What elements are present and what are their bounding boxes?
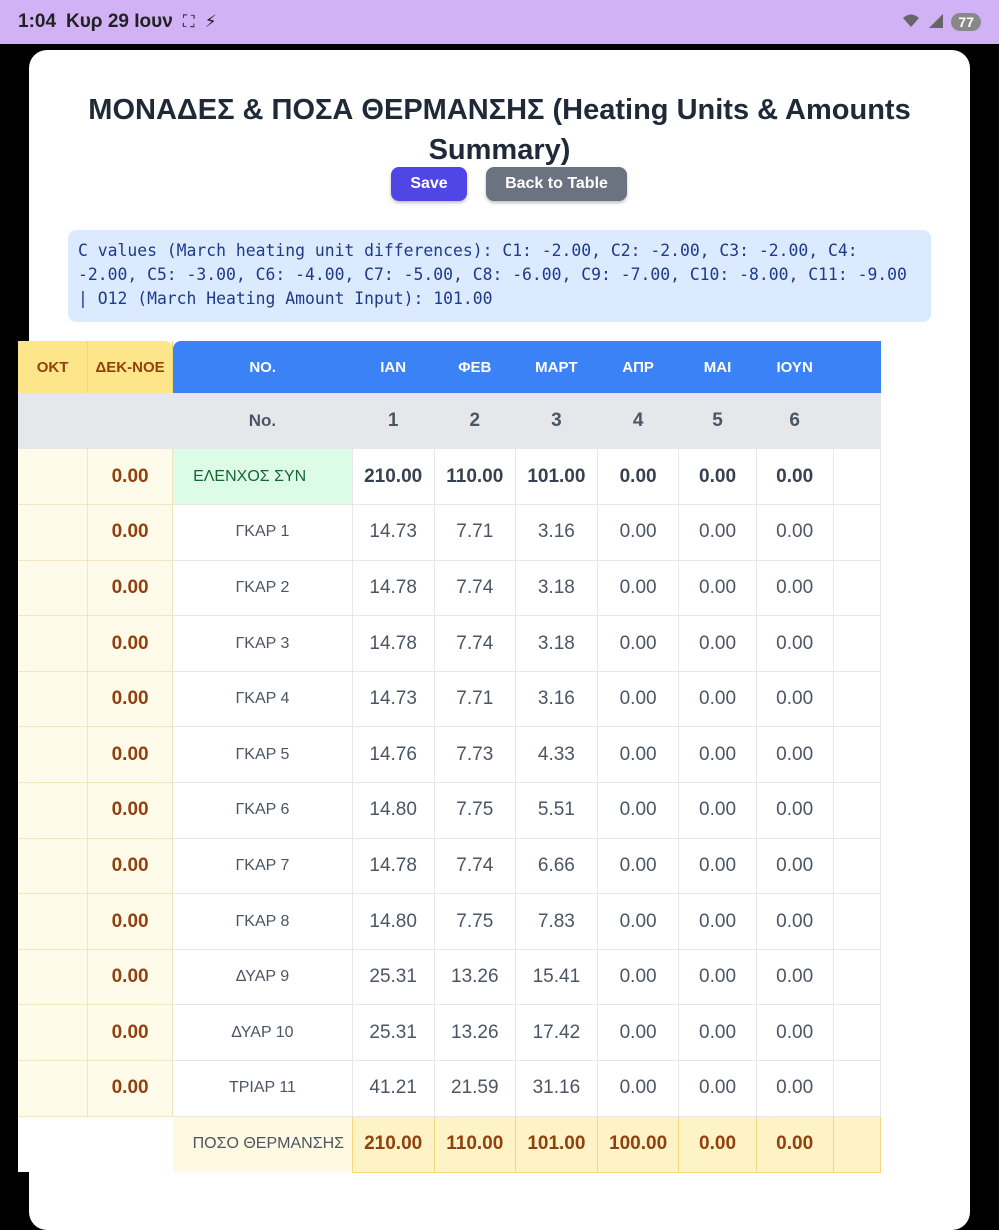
value-cell[interactable]: 0.00 xyxy=(597,1005,679,1061)
okt-cell[interactable] xyxy=(18,1061,88,1117)
overflow-cell[interactable] xyxy=(833,894,880,950)
value-cell[interactable]: 0.00 xyxy=(597,449,679,505)
table-row xyxy=(18,838,881,894)
value-cell[interactable]: 0.00 xyxy=(756,783,833,839)
overflow-cell[interactable] xyxy=(833,505,880,561)
value-cell[interactable]: 210.00 xyxy=(352,449,434,505)
unit-name-cell[interactable]: ΤΡΙΑΡ 11 xyxy=(173,1061,353,1117)
empty-cell xyxy=(18,1116,88,1172)
col-header-feb: ΦΕΒ xyxy=(434,341,516,393)
table-row xyxy=(18,1061,881,1117)
value-cell[interactable]: 5.51 xyxy=(516,783,598,839)
okt-cell[interactable] xyxy=(18,560,88,616)
value-cell[interactable]: 15.41 xyxy=(516,949,598,1005)
heating-amount-total-row xyxy=(18,1116,881,1172)
value-cell[interactable]: 0.00 xyxy=(756,838,833,894)
back-to-table-button[interactable]: Back to Table xyxy=(486,167,627,201)
table-row xyxy=(18,949,881,1005)
value-cell[interactable]: 0.00 xyxy=(597,616,679,672)
total-value-cell[interactable]: 210.00 xyxy=(352,1116,434,1172)
total-value-cell[interactable]: 110.00 xyxy=(434,1116,516,1172)
okt-cell[interactable] xyxy=(18,1005,88,1061)
dek-noe-cell[interactable]: 0.00 xyxy=(88,616,173,672)
overflow-cell[interactable] xyxy=(833,949,880,1005)
value-cell[interactable]: 0.00 xyxy=(597,505,679,561)
col-header-mart: ΜΑΡΤ xyxy=(516,341,598,393)
value-cell[interactable]: 14.80 xyxy=(352,783,434,839)
value-cell[interactable]: 0.00 xyxy=(679,783,756,839)
value-cell[interactable]: 0.00 xyxy=(756,449,833,505)
table-row xyxy=(18,1005,881,1061)
value-cell[interactable]: 14.78 xyxy=(352,616,434,672)
unit-name-cell[interactable]: ΕΛΕΝΧΟΣ ΣΥΝ xyxy=(173,449,353,505)
status-time: 1:04 xyxy=(18,11,57,32)
overflow-cell[interactable] xyxy=(833,783,880,839)
summary-card xyxy=(29,50,970,1230)
unit-name-cell[interactable]: ΓΚΑΡ 8 xyxy=(173,894,353,950)
overflow-cell[interactable] xyxy=(833,727,880,783)
value-cell[interactable]: 13.26 xyxy=(434,1005,516,1061)
value-cell[interactable]: 0.00 xyxy=(756,1061,833,1117)
value-cell[interactable]: 17.42 xyxy=(516,1005,598,1061)
value-cell[interactable]: 3.16 xyxy=(516,505,598,561)
value-cell[interactable]: 0.00 xyxy=(756,505,833,561)
col-header-no: ΝΟ. xyxy=(173,341,353,393)
value-cell[interactable]: 0.00 xyxy=(597,1061,679,1117)
okt-cell[interactable] xyxy=(18,449,88,505)
dek-noe-cell[interactable]: 0.00 xyxy=(88,1005,173,1061)
value-cell[interactable]: 7.74 xyxy=(434,838,516,894)
total-overflow-cell xyxy=(833,1116,880,1172)
unit-name-cell[interactable]: ΓΚΑΡ 6 xyxy=(173,783,353,839)
value-cell[interactable]: 0.00 xyxy=(597,727,679,783)
value-cell[interactable]: 14.80 xyxy=(352,894,434,950)
dek-noe-cell[interactable]: 0.00 xyxy=(88,783,173,839)
value-cell[interactable]: 101.00 xyxy=(516,449,598,505)
value-cell[interactable]: 0.00 xyxy=(597,894,679,950)
value-cell[interactable]: 0.00 xyxy=(756,1005,833,1061)
value-cell[interactable]: 4.33 xyxy=(516,727,598,783)
status-bar xyxy=(0,0,999,44)
value-cell[interactable]: 7.75 xyxy=(434,783,516,839)
dek-noe-cell[interactable]: 0.00 xyxy=(88,949,173,1005)
subheader-cell: 2 xyxy=(434,393,516,449)
subheader-cell: 4 xyxy=(597,393,679,449)
value-cell[interactable]: 14.78 xyxy=(352,560,434,616)
subheader-cell: 3 xyxy=(516,393,598,449)
empty-cell xyxy=(88,1116,173,1172)
heating-table-scroll[interactable] xyxy=(36,341,931,1230)
value-cell[interactable]: 25.31 xyxy=(352,949,434,1005)
col-header-apr: ΑΠΡ xyxy=(597,341,679,393)
value-cell[interactable]: 3.18 xyxy=(516,616,598,672)
okt-cell[interactable] xyxy=(18,616,88,672)
okt-cell[interactable] xyxy=(18,727,88,783)
total-value-cell[interactable]: 101.00 xyxy=(516,1116,598,1172)
overflow-cell[interactable] xyxy=(833,560,880,616)
subheader-cell xyxy=(833,393,880,449)
flash-icon: ⚡ xyxy=(204,12,217,31)
table-row xyxy=(18,894,881,950)
value-cell[interactable]: 0.00 xyxy=(756,727,833,783)
value-cell[interactable]: 14.73 xyxy=(352,505,434,561)
overflow-cell[interactable] xyxy=(833,1005,880,1061)
table-row xyxy=(18,505,881,561)
value-cell[interactable]: 0.00 xyxy=(756,894,833,950)
value-cell[interactable]: 13.26 xyxy=(434,949,516,1005)
value-cell[interactable]: 21.59 xyxy=(434,1061,516,1117)
value-cell[interactable]: 0.00 xyxy=(679,1005,756,1061)
table-row xyxy=(18,560,881,616)
unit-name-cell[interactable]: ΓΚΑΡ 3 xyxy=(173,616,353,672)
value-cell[interactable]: 0.00 xyxy=(679,727,756,783)
overflow-cell[interactable] xyxy=(833,838,880,894)
table-header-row xyxy=(18,341,881,393)
total-value-cell[interactable]: 100.00 xyxy=(597,1116,679,1172)
subheader-cell: No. xyxy=(173,393,353,449)
okt-cell[interactable] xyxy=(18,894,88,950)
check-total-row xyxy=(18,449,881,505)
table-row xyxy=(18,783,881,839)
value-cell[interactable]: 110.00 xyxy=(434,449,516,505)
signal-icon xyxy=(929,14,943,31)
value-cell[interactable]: 41.21 xyxy=(352,1061,434,1117)
value-cell[interactable]: 0.00 xyxy=(597,949,679,1005)
value-cell[interactable]: 0.00 xyxy=(597,560,679,616)
value-cell[interactable]: 14.76 xyxy=(352,727,434,783)
okt-cell[interactable] xyxy=(18,838,88,894)
save-button[interactable]: Save xyxy=(391,167,467,201)
table-subheader-row xyxy=(18,393,881,449)
table-row xyxy=(18,616,881,672)
table-row xyxy=(18,727,881,783)
dek-noe-cell[interactable]: 0.00 xyxy=(88,727,173,783)
value-cell[interactable]: 7.74 xyxy=(434,616,516,672)
overflow-cell[interactable] xyxy=(833,449,880,505)
value-cell[interactable]: 0.00 xyxy=(679,616,756,672)
battery-level: 77 xyxy=(958,14,974,30)
value-cell[interactable]: 7.71 xyxy=(434,671,516,727)
value-cell[interactable]: 0.00 xyxy=(756,616,833,672)
value-cell[interactable]: 3.18 xyxy=(516,560,598,616)
value-cell[interactable]: 6.66 xyxy=(516,838,598,894)
okt-cell[interactable] xyxy=(18,949,88,1005)
c-values-info: C values (March heating unit differences): C1: -2.00, C2: -2.00, C3: -2.00, C4: -2.00, C5: -3.00, C6: -4.00, C7: -5.00, C8: -6.00, C9: -7.00, C10: -8.00, C11: -9.00 | O12 (March Heating Amount Input): 101.00 xyxy=(68,230,931,322)
value-cell[interactable]: 0.00 xyxy=(679,671,756,727)
unit-name-cell[interactable]: ΓΚΑΡ 4 xyxy=(173,671,353,727)
value-cell[interactable]: 0.00 xyxy=(679,838,756,894)
value-cell[interactable]: 7.83 xyxy=(516,894,598,950)
value-cell[interactable]: 0.00 xyxy=(756,949,833,1005)
value-cell[interactable]: 0.00 xyxy=(679,1061,756,1117)
total-value-cell[interactable]: 0.00 xyxy=(756,1116,833,1172)
okt-cell[interactable] xyxy=(18,783,88,839)
value-cell[interactable]: 0.00 xyxy=(679,505,756,561)
unit-name-cell[interactable]: ΔΥΑΡ 9 xyxy=(173,949,353,1005)
dek-noe-cell[interactable]: 0.00 xyxy=(88,449,173,505)
unit-name-cell[interactable]: ΓΚΑΡ 1 xyxy=(173,505,353,561)
value-cell[interactable]: 0.00 xyxy=(756,671,833,727)
subheader-cell xyxy=(18,393,88,449)
value-cell[interactable]: 0.00 xyxy=(679,449,756,505)
value-cell[interactable]: 0.00 xyxy=(679,949,756,1005)
value-cell[interactable]: 3.16 xyxy=(516,671,598,727)
okt-cell[interactable] xyxy=(18,505,88,561)
unit-name-cell[interactable]: ΓΚΑΡ 5 xyxy=(173,727,353,783)
unit-name-cell[interactable]: ΔΥΑΡ 10 xyxy=(173,1005,353,1061)
overflow-cell[interactable] xyxy=(833,1061,880,1117)
status-date: Κυρ 29 Ιουν xyxy=(66,11,173,32)
table-row xyxy=(18,671,881,727)
value-cell[interactable]: 0.00 xyxy=(679,894,756,950)
value-cell[interactable]: 7.75 xyxy=(434,894,516,950)
value-cell[interactable]: 31.16 xyxy=(516,1061,598,1117)
value-cell[interactable]: 0.00 xyxy=(597,783,679,839)
subheader-cell: 5 xyxy=(679,393,756,449)
dek-noe-cell[interactable]: 0.00 xyxy=(88,505,173,561)
value-cell[interactable]: 0.00 xyxy=(756,560,833,616)
col-header-ioun: ΙΟΥΝ xyxy=(756,341,833,393)
unit-name-cell[interactable]: ΓΚΑΡ 2 xyxy=(173,560,353,616)
dek-noe-cell[interactable]: 0.00 xyxy=(88,894,173,950)
value-cell[interactable]: 14.78 xyxy=(352,838,434,894)
dek-noe-cell[interactable]: 0.00 xyxy=(88,560,173,616)
unit-name-cell[interactable]: ΓΚΑΡ 7 xyxy=(173,838,353,894)
subheader-cell xyxy=(88,393,173,449)
okt-cell[interactable] xyxy=(18,671,88,727)
total-label-cell[interactable]: ΠΟΣΟ ΘΕΡΜΑΝΣΗΣ xyxy=(173,1116,353,1172)
value-cell[interactable]: 0.00 xyxy=(679,560,756,616)
battery-icon xyxy=(951,13,981,31)
dek-noe-cell[interactable]: 0.00 xyxy=(88,1061,173,1117)
subheader-cell: 6 xyxy=(756,393,833,449)
dek-noe-cell[interactable]: 0.00 xyxy=(88,671,173,727)
value-cell[interactable]: 0.00 xyxy=(597,838,679,894)
value-cell[interactable]: 7.73 xyxy=(434,727,516,783)
value-cell[interactable]: 25.31 xyxy=(352,1005,434,1061)
heating-table xyxy=(18,341,881,1173)
col-header-okt: ΟΚΤ xyxy=(18,341,88,393)
col-header-dek-noe: ΔΕΚ-ΝΟΕ xyxy=(88,341,173,393)
value-cell[interactable]: 7.71 xyxy=(434,505,516,561)
total-value-cell[interactable]: 0.00 xyxy=(679,1116,756,1172)
subheader-cell: 1 xyxy=(352,393,434,449)
value-cell[interactable]: 0.00 xyxy=(597,671,679,727)
wifi-icon xyxy=(901,13,921,32)
screenshot-icon: ⛶ xyxy=(182,12,195,31)
overflow-cell[interactable] xyxy=(833,616,880,672)
value-cell[interactable]: 7.74 xyxy=(434,560,516,616)
col-header-mai: ΜΑΙ xyxy=(679,341,756,393)
value-cell[interactable]: 14.73 xyxy=(352,671,434,727)
overflow-cell[interactable] xyxy=(833,671,880,727)
col-header-more xyxy=(833,341,880,393)
dek-noe-cell[interactable]: 0.00 xyxy=(88,838,173,894)
col-header-ian: ΙΑΝ xyxy=(352,341,434,393)
page-title: ΜΟΝΑΔΕΣ & ΠΟΣΑ ΘΕΡΜΑΝΣΗΣ (Heating Units & Amounts Summary) xyxy=(88,94,911,166)
